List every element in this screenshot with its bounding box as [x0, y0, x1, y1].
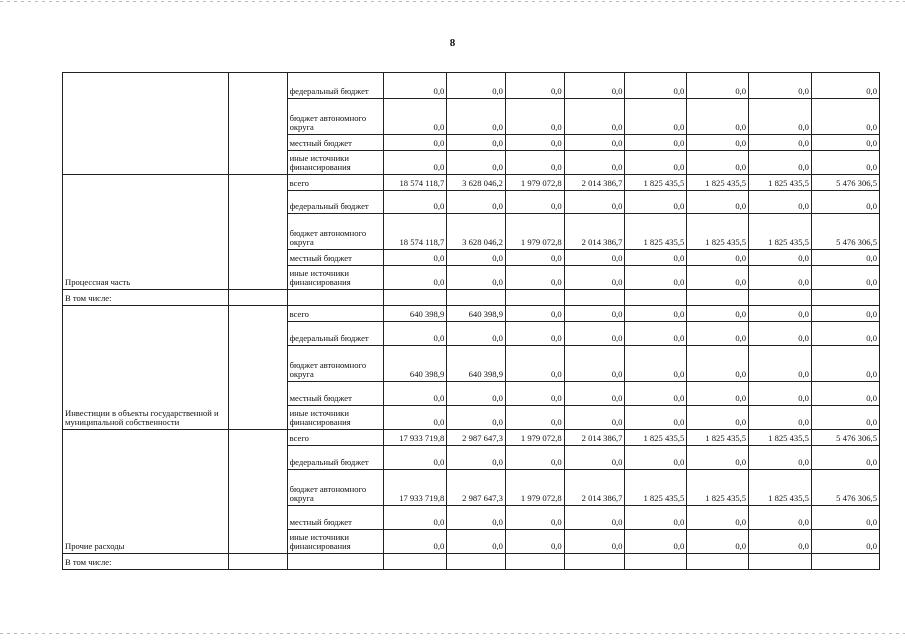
value-cell: 0,0	[384, 191, 447, 214]
value-cell: 0,0	[505, 73, 564, 99]
funding-source: иные источники финансирования	[287, 406, 384, 430]
value-cell: 0,0	[749, 346, 812, 382]
table-row	[63, 73, 880, 99]
value-cell: 0,0	[687, 406, 749, 430]
value-cell: 1 825 435,5	[625, 470, 687, 506]
value-cell: 0,0	[749, 191, 812, 214]
value-cell: 0,0	[625, 382, 687, 406]
value-cell: 0,0	[447, 382, 506, 406]
value-cell: 0,0	[505, 306, 564, 322]
value-cell: 1 825 435,5	[749, 214, 812, 250]
value-cell: 0,0	[811, 306, 879, 322]
funding-source: бюджет автономного округа	[287, 346, 384, 382]
value-cell: 1 979 072,8	[505, 214, 564, 250]
value-cell: 0,0	[447, 73, 506, 99]
value-cell: 0,0	[625, 135, 687, 151]
value-cell: 0,0	[505, 382, 564, 406]
value-cell: 18 574 118,7	[384, 175, 447, 191]
value-cell: 0,0	[384, 530, 447, 554]
in-total-label: В том числе:	[63, 554, 229, 570]
value-cell: 0,0	[687, 135, 749, 151]
value-cell: 0,0	[687, 322, 749, 346]
value-cell: 0,0	[384, 382, 447, 406]
value-cell: 0,0	[749, 73, 812, 99]
funding-source: местный бюджет	[287, 135, 384, 151]
value-cell: 0,0	[625, 306, 687, 322]
value-cell: 0,0	[811, 346, 879, 382]
funding-source: местный бюджет	[287, 382, 384, 406]
funding-source: бюджет автономного округа	[287, 470, 384, 506]
value-cell: 1 825 435,5	[687, 430, 749, 446]
value-cell: 0,0	[505, 151, 564, 175]
blank-cell	[228, 430, 287, 554]
page-number: 8	[449, 37, 456, 49]
value-cell: 0,0	[749, 151, 812, 175]
value-cell: 0,0	[749, 406, 812, 430]
funding-source: бюджет автономного округа	[287, 214, 384, 250]
value-cell: 640 398,9	[384, 346, 447, 382]
table-row	[63, 306, 880, 322]
value-cell: 0,0	[447, 135, 506, 151]
funding-source: всего	[287, 306, 384, 322]
value-cell: 0,0	[687, 266, 749, 290]
funding-source: федеральный бюджет	[287, 322, 384, 346]
value-cell: 0,0	[564, 151, 625, 175]
value-cell: 1 825 435,5	[749, 175, 812, 191]
value-cell: 0,0	[749, 99, 812, 135]
value-cell: 2 014 386,7	[564, 430, 625, 446]
scan-artifact-top	[0, 1, 905, 2]
value-cell: 0,0	[625, 406, 687, 430]
value-cell: 0,0	[811, 191, 879, 214]
value-cell: 0,0	[505, 530, 564, 554]
value-cell: 0,0	[564, 322, 625, 346]
value-cell: 0,0	[749, 382, 812, 406]
value-cell: 0,0	[687, 99, 749, 135]
value-cell: 0,0	[505, 266, 564, 290]
value-cell: 0,0	[447, 530, 506, 554]
funding-source: иные источники финансирования	[287, 151, 384, 175]
value-cell: 0,0	[811, 530, 879, 554]
value-cell: 0,0	[811, 446, 879, 470]
value-cell: 0,0	[447, 250, 506, 266]
value-cell: 0,0	[625, 250, 687, 266]
funding-source: бюджет автономного округа	[287, 99, 384, 135]
value-cell: 0,0	[811, 406, 879, 430]
value-cell: 0,0	[749, 250, 812, 266]
value-cell: 0,0	[505, 446, 564, 470]
value-cell: 0,0	[564, 306, 625, 322]
category-cell: Процессная часть	[63, 175, 229, 290]
table-row	[63, 430, 880, 446]
value-cell: 640 398,9	[447, 346, 506, 382]
value-cell: 0,0	[625, 506, 687, 530]
value-cell: 640 398,9	[447, 306, 506, 322]
value-cell: 0,0	[447, 99, 506, 135]
value-cell: 2 014 386,7	[564, 470, 625, 506]
value-cell: 5 476 306,5	[811, 175, 879, 191]
value-cell: 0,0	[564, 135, 625, 151]
value-cell: 1 825 435,5	[625, 175, 687, 191]
value-cell: 0,0	[384, 99, 447, 135]
value-cell: 0,0	[749, 530, 812, 554]
value-cell: 0,0	[749, 446, 812, 470]
value-cell: 0,0	[687, 530, 749, 554]
value-cell: 0,0	[564, 346, 625, 382]
value-cell: 0,0	[384, 151, 447, 175]
value-cell: 0,0	[625, 99, 687, 135]
value-cell: 0,0	[447, 191, 506, 214]
value-cell: 0,0	[625, 191, 687, 214]
value-cell: 0,0	[564, 99, 625, 135]
category-cell: Прочие расходы	[63, 430, 229, 554]
value-cell: 1 979 072,8	[505, 430, 564, 446]
value-cell: 0,0	[749, 135, 812, 151]
value-cell: 5 476 306,5	[811, 470, 879, 506]
value-cell: 0,0	[447, 446, 506, 470]
value-cell: 0,0	[811, 135, 879, 151]
value-cell: 0,0	[505, 250, 564, 266]
funding-source: всего	[287, 430, 384, 446]
value-cell: 0,0	[811, 99, 879, 135]
value-cell: 0,0	[564, 266, 625, 290]
value-cell: 640 398,9	[384, 306, 447, 322]
value-cell: 0,0	[384, 266, 447, 290]
funding-source: всего	[287, 175, 384, 191]
value-cell: 0,0	[749, 322, 812, 346]
category-cell	[63, 73, 229, 175]
value-cell: 0,0	[447, 406, 506, 430]
category-cell: Инвестиции в объекты государственной и муниципальной собственности	[63, 306, 229, 430]
value-cell: 0,0	[625, 346, 687, 382]
value-cell: 17 933 719,8	[384, 430, 447, 446]
table-row	[63, 554, 880, 570]
table-row	[63, 290, 880, 306]
value-cell: 0,0	[625, 530, 687, 554]
value-cell: 0,0	[811, 506, 879, 530]
value-cell: 0,0	[384, 406, 447, 430]
value-cell: 0,0	[505, 346, 564, 382]
value-cell: 17 933 719,8	[384, 470, 447, 506]
value-cell: 2 987 647,3	[447, 470, 506, 506]
blank-cell	[228, 306, 287, 430]
value-cell: 0,0	[687, 306, 749, 322]
value-cell: 0,0	[447, 506, 506, 530]
funding-source: местный бюджет	[287, 250, 384, 266]
value-cell: 0,0	[505, 506, 564, 530]
value-cell: 1 825 435,5	[625, 214, 687, 250]
value-cell: 0,0	[447, 322, 506, 346]
blank-cell	[228, 175, 287, 290]
value-cell: 1 825 435,5	[687, 470, 749, 506]
funding-source: федеральный бюджет	[287, 446, 384, 470]
value-cell: 0,0	[687, 73, 749, 99]
value-cell: 0,0	[505, 322, 564, 346]
value-cell: 0,0	[687, 191, 749, 214]
value-cell: 5 476 306,5	[811, 430, 879, 446]
value-cell: 0,0	[564, 506, 625, 530]
funding-source: федеральный бюджет	[287, 73, 384, 99]
value-cell: 0,0	[384, 135, 447, 151]
value-cell: 0,0	[505, 99, 564, 135]
value-cell: 3 628 046,2	[447, 214, 506, 250]
value-cell: 0,0	[384, 506, 447, 530]
value-cell: 0,0	[749, 506, 812, 530]
value-cell: 0,0	[447, 151, 506, 175]
value-cell: 0,0	[564, 191, 625, 214]
value-cell: 0,0	[384, 73, 447, 99]
value-cell: 0,0	[687, 446, 749, 470]
value-cell: 1 979 072,8	[505, 470, 564, 506]
blank-cell	[228, 73, 287, 175]
funding-source: федеральный бюджет	[287, 191, 384, 214]
value-cell: 1 979 072,8	[505, 175, 564, 191]
value-cell: 0,0	[505, 191, 564, 214]
value-cell: 0,0	[564, 250, 625, 266]
value-cell: 0,0	[384, 446, 447, 470]
value-cell: 2 014 386,7	[564, 175, 625, 191]
funding-source: местный бюджет	[287, 506, 384, 530]
value-cell: 0,0	[811, 73, 879, 99]
value-cell: 0,0	[505, 135, 564, 151]
value-cell: 0,0	[811, 322, 879, 346]
value-cell: 0,0	[625, 73, 687, 99]
value-cell: 2 987 647,3	[447, 430, 506, 446]
value-cell: 2 014 386,7	[564, 214, 625, 250]
value-cell: 0,0	[564, 382, 625, 406]
value-cell: 0,0	[505, 406, 564, 430]
scan-artifact-bottom	[0, 633, 905, 634]
in-total-label: В том числе:	[63, 290, 229, 306]
value-cell: 1 825 435,5	[749, 470, 812, 506]
value-cell: 0,0	[564, 406, 625, 430]
table-row	[63, 175, 880, 191]
value-cell: 0,0	[625, 446, 687, 470]
value-cell: 0,0	[447, 266, 506, 290]
funding-source: иные источники финансирования	[287, 266, 384, 290]
value-cell: 18 574 118,7	[384, 214, 447, 250]
value-cell: 0,0	[384, 322, 447, 346]
value-cell: 0,0	[564, 73, 625, 99]
value-cell: 0,0	[625, 322, 687, 346]
value-cell: 0,0	[687, 151, 749, 175]
value-cell: 0,0	[625, 151, 687, 175]
value-cell: 1 825 435,5	[625, 430, 687, 446]
budget-table	[62, 72, 880, 570]
value-cell: 0,0	[749, 306, 812, 322]
value-cell: 1 825 435,5	[687, 175, 749, 191]
value-cell: 0,0	[687, 382, 749, 406]
value-cell: 0,0	[811, 151, 879, 175]
value-cell: 0,0	[564, 446, 625, 470]
value-cell: 0,0	[811, 382, 879, 406]
value-cell: 0,0	[749, 266, 812, 290]
value-cell: 3 628 046,2	[447, 175, 506, 191]
value-cell: 0,0	[687, 346, 749, 382]
funding-source: иные источники финансирования	[287, 530, 384, 554]
value-cell: 0,0	[625, 266, 687, 290]
value-cell: 0,0	[687, 506, 749, 530]
value-cell: 1 825 435,5	[749, 430, 812, 446]
value-cell: 5 476 306,5	[811, 214, 879, 250]
value-cell: 0,0	[811, 266, 879, 290]
value-cell: 0,0	[384, 250, 447, 266]
value-cell: 0,0	[564, 530, 625, 554]
value-cell: 0,0	[687, 250, 749, 266]
value-cell: 0,0	[811, 250, 879, 266]
value-cell: 1 825 435,5	[687, 214, 749, 250]
